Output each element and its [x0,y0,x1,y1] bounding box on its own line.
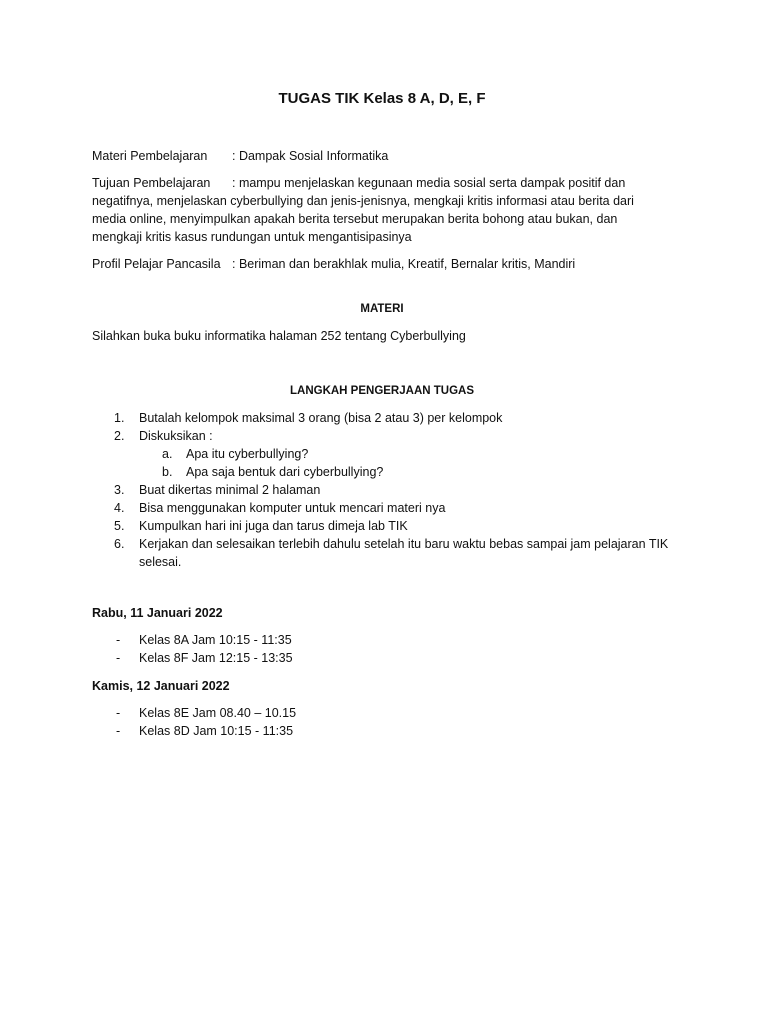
list-item-text: Kumpulkan hari ini juga dan tarus dimeja lab TIK [139,519,408,533]
schedule-item-text: Kelas 8E Jam 08.40 – 10.15 [139,706,297,720]
langkah-heading: LANGKAH PENGERJAAN TUGAS [289,385,474,397]
langkah-list [92,409,672,571]
schedule-list-rabu [92,631,293,667]
list-item-text: Buat dikertas minimal 2 halaman [139,483,321,497]
list-item [92,499,672,517]
dash-bullet: - [116,651,121,665]
list-item [92,427,672,481]
page-title: TUGAS TIK Kelas 8 A, D, E, F [278,90,486,107]
profil-pelajar-row [92,255,667,273]
schedule-item [92,649,293,667]
schedule-day-rabu: Rabu, 11 Januari 2022 [92,606,223,620]
list-item-text: Butalah kelompok maksimal 3 orang (bisa 2 atau 3) per kelompok [139,411,503,425]
profil-pelajar-value: : Beriman dan berakhlak mulia, Kreatif, Bernalar kritis, Mandiri [232,257,576,271]
schedule-item-text: Kelas 8D Jam 10:15 - 11:35 [139,724,294,738]
materi-text: Silahkan buka buku informatika halaman 252 tentang Cyberbullying [92,329,466,343]
schedule-day-kamis: Kamis, 12 Januari 2022 [92,679,230,693]
list-item [92,481,672,499]
materi-pembelajaran-value: : Dampak Sosial Informatika [232,149,389,163]
sub-list-item-text: Apa itu cyberbullying? [186,447,309,461]
sub-list-item-letter: a. [162,447,173,461]
sub-list-item-letter: b. [162,465,173,479]
profil-pelajar-label: Profil Pelajar Pancasila [92,257,221,271]
materi-pembelajaran-label: Materi Pembelajaran [92,149,208,163]
list-item-text: Bisa menggunakan komputer untuk mencari materi nya [139,501,446,515]
schedule-list-kamis [92,704,296,740]
schedule-item [92,704,296,722]
sub-list-item [92,445,672,463]
list-item-text: Kerjakan dan selesaikan terlebih dahulu setelah itu baru waktu bebas sampai jam pelajaran TIK selesai. [139,537,669,569]
sub-list-item [92,463,672,481]
materi-heading: MATERI [360,303,404,315]
dash-bullet: - [116,633,121,647]
schedule-item [92,722,296,740]
list-item [92,535,672,571]
list-item-number: 3. [114,483,125,497]
list-item-number: 2. [114,429,125,443]
schedule-item-text: Kelas 8A Jam 10:15 - 11:35 [139,633,292,647]
sub-list [139,445,672,481]
schedule-item [92,631,293,649]
dash-bullet: - [116,724,121,738]
schedule-item-text: Kelas 8F Jam 12:15 - 13:35 [139,651,293,665]
dash-bullet: - [116,706,121,720]
list-item [92,517,672,535]
list-item-number: 6. [114,537,125,551]
list-item-number: 5. [114,519,125,533]
tujuan-pembelajaran-value: : mampu menjelaskan kegunaan media sosial serta dampak positif dan negatifnya, menjelaskan cyberbullying dan jenis-jenisnya, mengkaji kritis informasi atau berita dari media online, menyimpulkan apakah berita tersebut merupakan berita bohong atau bukan, dan mengkaji kritis kasus rundungan untuk mengantisipasinya [92,176,634,244]
list-item-number: 4. [114,501,125,515]
materi-pembelajaran-row [92,147,667,165]
tujuan-pembelajaran-row [92,174,667,246]
list-item [92,409,672,427]
list-item-text: Diskuksikan : [139,429,213,443]
sub-list-item-text: Apa saja bentuk dari cyberbullying? [186,465,384,479]
list-item-number: 1. [114,411,125,425]
tujuan-pembelajaran-label: Tujuan Pembelajaran [92,176,211,190]
